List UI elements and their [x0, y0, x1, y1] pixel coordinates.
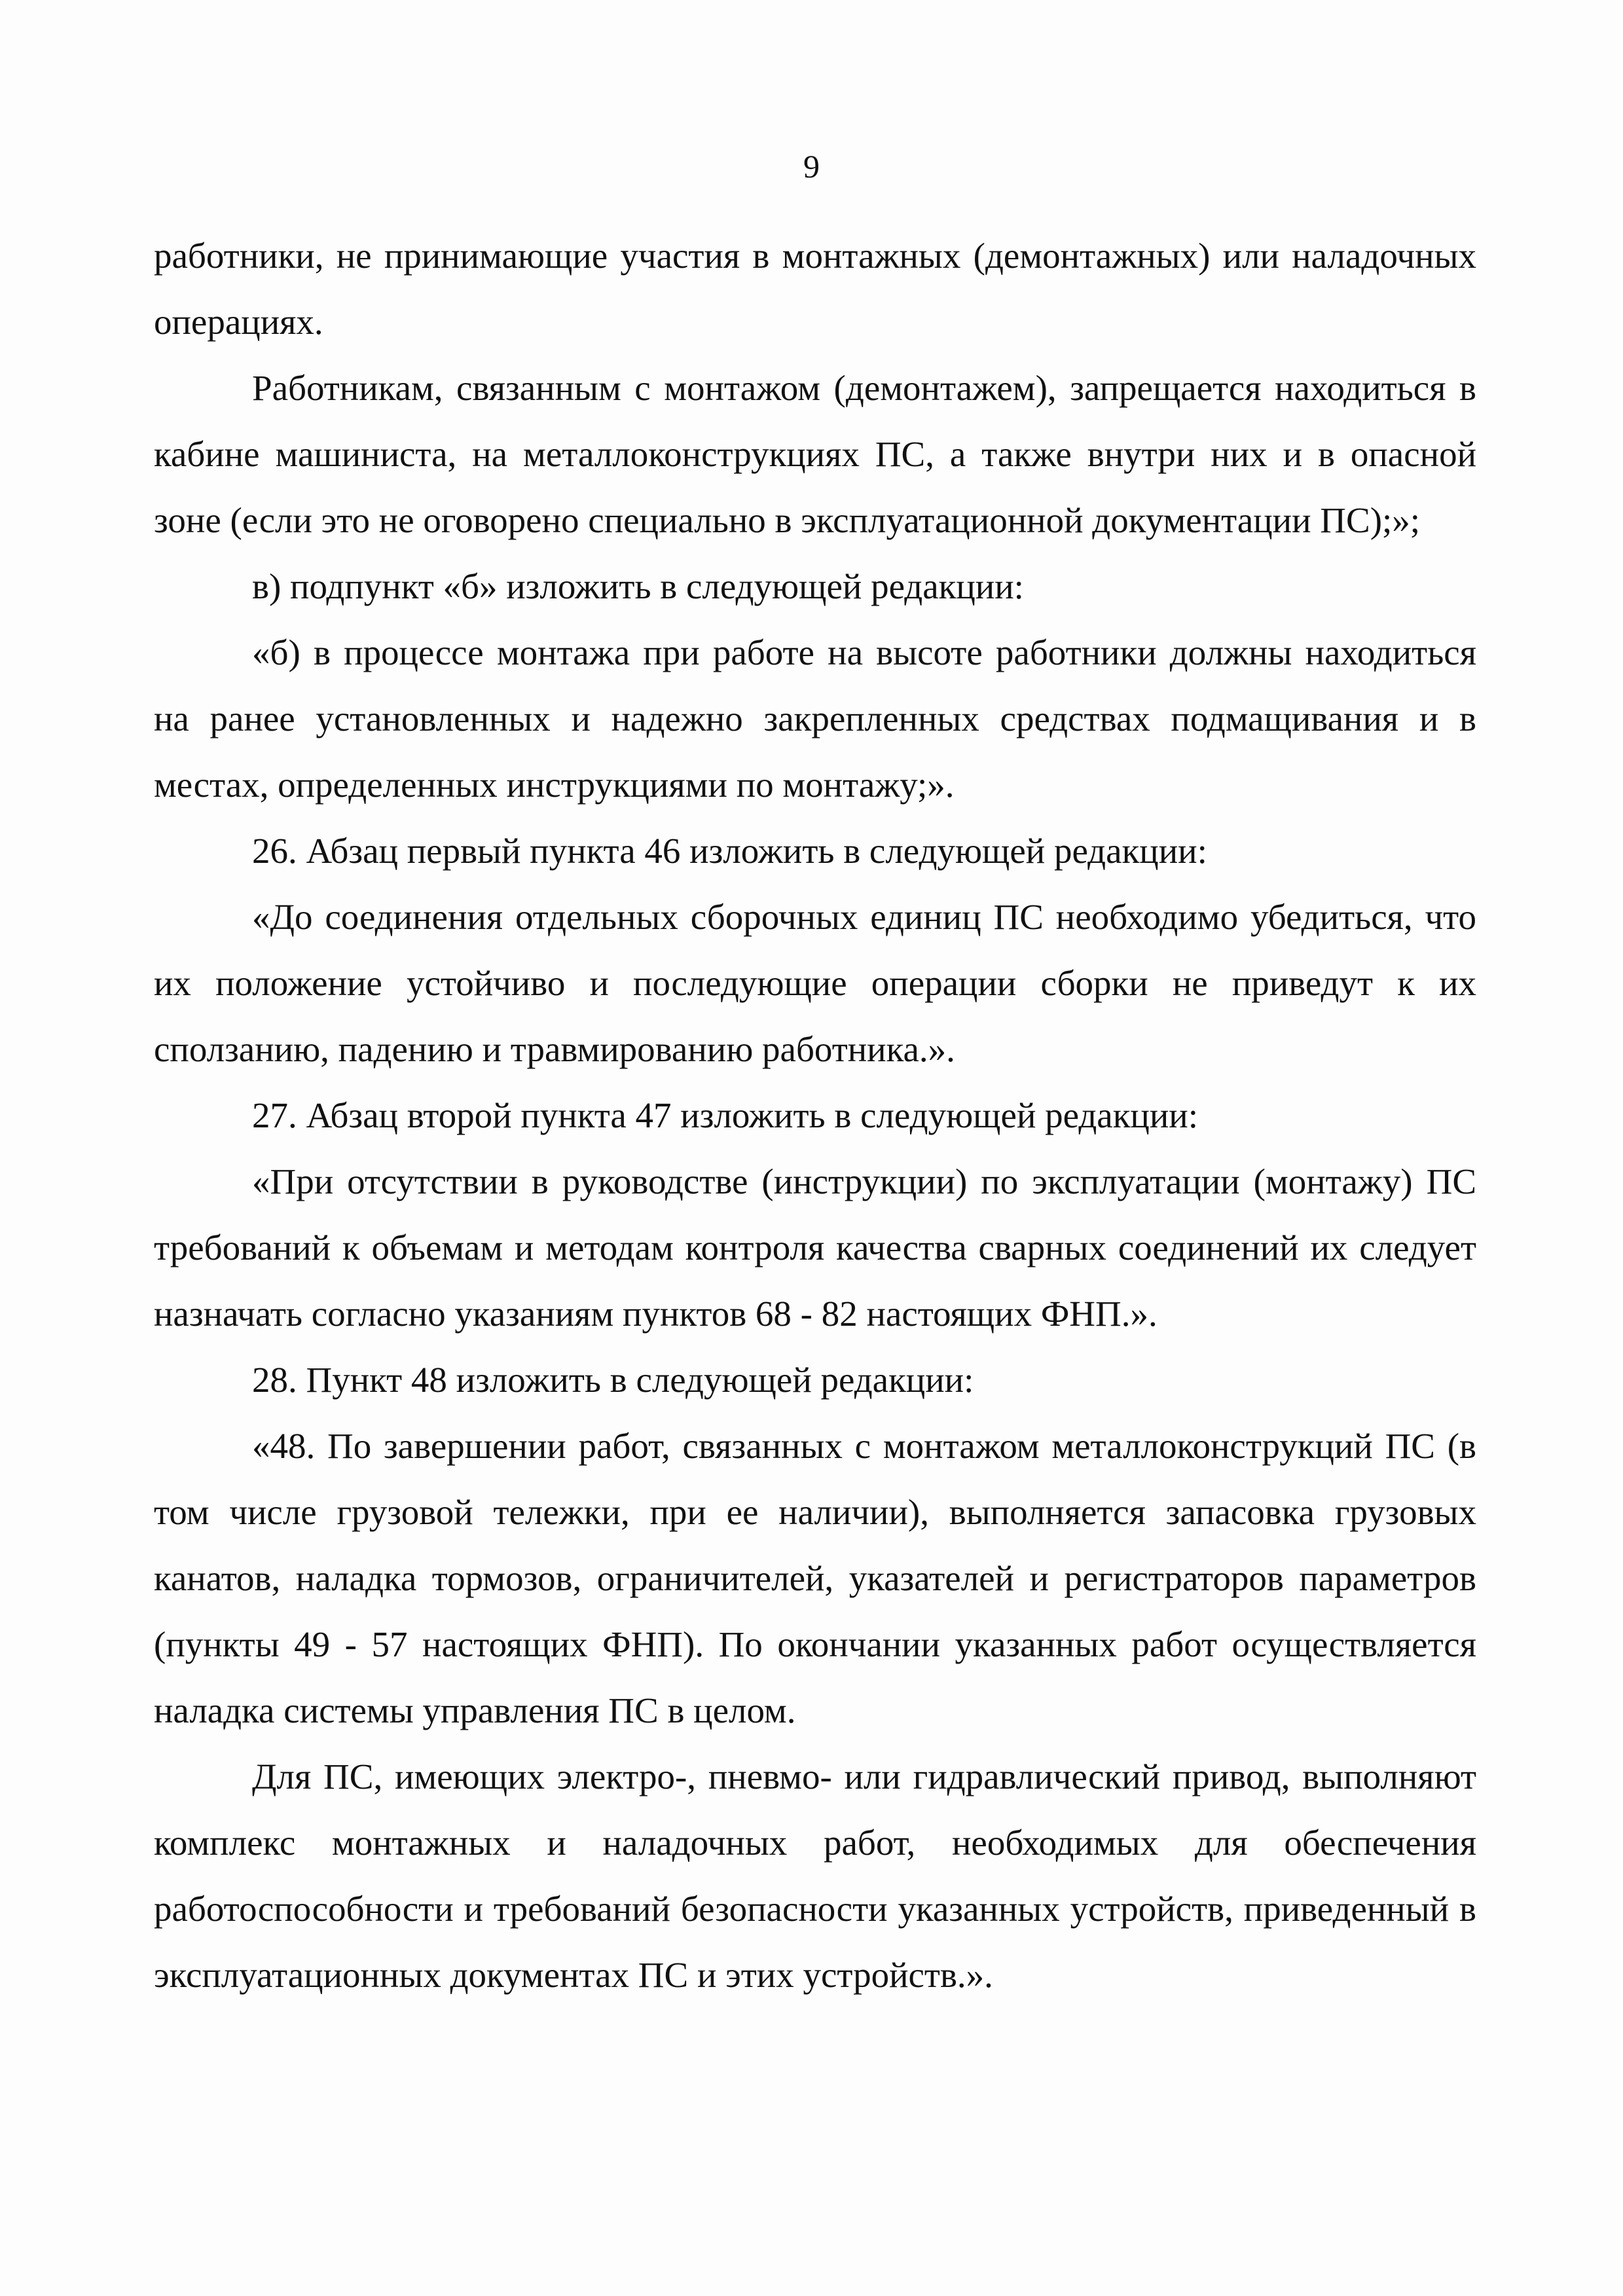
paragraph-item-48-text: «48. По завершении работ, связанных с монтажом металлоконструкций ПС (в том числе грузовой тележки, при ее наличии), выполняется запасовка грузовых канатов, наладка тормозов, ограничителей, указателей и регистраторов параметров (пункты 49 - 57 настоящих ФНП). По окончании указанных работ осуществляется наладка системы управления ПС в целом.	[154, 1426, 1476, 1730]
page-number: 9	[803, 148, 820, 185]
paragraph-item-26: 26. Абзац первый пункта 46 изложить в следующей редакции:	[252, 831, 1207, 871]
paragraph-item-27-text: «При отсутствии в руководстве (инструкции) по эксплуатации (монтажу) ПС требований к объемам и методам контроля качества сварных соединений их следует назначать согласно указаниям пунктов 68 - 82 настоящих ФНП.».	[154, 1161, 1476, 1334]
paragraph-subitem-b-text: «б) в процессе монтажа при работе на высоте работники должны находиться на ранее установленных и надежно закрепленных средствах подмащивания и в местах, определенных инструкциями по монтажу;».	[154, 632, 1476, 805]
paragraph-subitem-v: в) подпункт «б» изложить в следующей редакции:	[252, 566, 1024, 606]
paragraph-continuation: работники, не принимающие участия в монтажных (демонтажных) или наладочных операциях.	[154, 236, 1476, 342]
paragraph-item-28: 28. Пункт 48 изложить в следующей редакции:	[252, 1360, 974, 1400]
paragraph-workers-prohibition: Работникам, связанным с монтажом (демонтажем), запрещается находиться в кабине машиниста, на металлоконструкциях ПС, а также внутри них и в опасной зоне (если это не оговорено специально в эксплуатационной документации ПС);»;	[154, 368, 1476, 540]
document-body	[154, 223, 1476, 2008]
paragraph-drives-text: Для ПС, имеющих электро-, пневмо- или гидравлический привод, выполняют комплекс монтажных и наладочных работ, необходимых для обеспечения работоспособности и требований безопасности указанных устройств, приведенный в эксплуатационных документах ПС и этих устройств.».	[154, 1757, 1476, 1995]
paragraph-item-26-text: «До соединения отдельных сборочных единиц ПС необходимо убедиться, что их положение устойчиво и последующие операции сборки не приведут к их сползанию, падению и травмированию работника.».	[154, 897, 1476, 1069]
paragraph-item-27: 27. Абзац второй пункта 47 изложить в следующей редакции:	[252, 1095, 1199, 1135]
